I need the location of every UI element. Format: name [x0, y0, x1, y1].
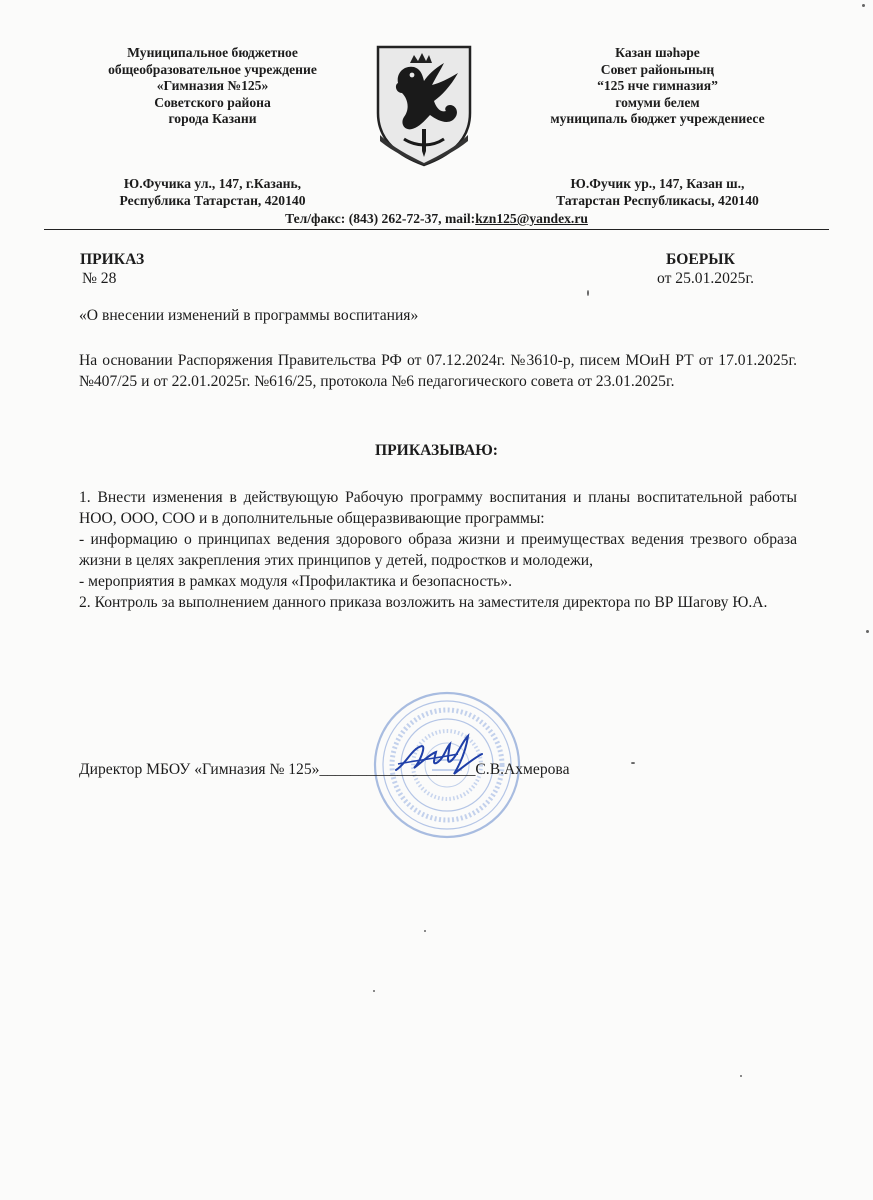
- list-item: - информацию о принципах ведения здорового образа жизни и преимуществах ведения трезвого образа жизни в целях закрепления этих принципов у детей, подростков и молодежи,: [79, 531, 797, 569]
- header-line: Совет районының: [600, 61, 715, 77]
- phone-fax: Тел/факс: (843) 262-72-37, mail:: [285, 211, 476, 226]
- email-link[interactable]: kzn125@yandex.ru: [475, 211, 588, 226]
- basis-paragraph: На основании Распоряжения Правительства РФ от 07.12.2024г. №3610-р, писем МОиН РТ от 17.01.2025г. №407/25 и от 22.01.2025г. №616/25, протокола №6 педагогического совета от 23.01.2025г.: [79, 352, 797, 390]
- order-date: от 25.01.2025г.: [657, 270, 755, 287]
- header-line: “125 нче гимназия”: [597, 78, 718, 94]
- header-line: общеобразовательное учреждение: [108, 61, 317, 77]
- command-heading: ПРИКАЗЫВАЮ:: [375, 442, 498, 459]
- address-line: Ю.Фучика ул., 147, г.Казань,: [123, 176, 302, 191]
- list-item: 2. Контроль за выполнением данного приказа возложить на заместителя директора по ВР Шагову Ю.А.: [79, 594, 768, 611]
- list-item: - мероприятия в рамках модуля «Профилактика и безопасность».: [79, 573, 512, 590]
- scan-speck: [631, 762, 635, 764]
- handwritten-signature: [388, 724, 488, 782]
- header-line: города Казани: [168, 111, 257, 127]
- org-name-tatar: [495, 45, 820, 128]
- header-line: Советского района: [154, 94, 271, 110]
- list-item: 1. Внести изменения в действующую Рабочую программу воспитания и планы воспитательной работы НОО, ООО, СОО и в дополнительные общеразвивающие программы:: [79, 489, 797, 527]
- signature-block: [79, 759, 570, 780]
- scan-speck: [373, 990, 375, 992]
- director-name: С.В.Ахмерова: [475, 761, 570, 778]
- scan-speck: [740, 1075, 742, 1077]
- kazan-coat-of-arms-icon: [374, 43, 474, 167]
- scan-speck: [866, 630, 869, 633]
- address-russian: [60, 176, 365, 209]
- order-subject: «О внесении изменений в программы воспитания»: [79, 307, 419, 324]
- address-line: Ю.Фучик ур., 147, Казан ш.,: [570, 176, 745, 191]
- header-line: муниципаль бюджет учреждениесе: [550, 111, 765, 127]
- header-line: Казан шәһәре: [615, 45, 700, 60]
- order-title-tt: БОЕРЫК: [666, 251, 735, 268]
- address-line: Татарстан Республикасы, 420140: [556, 192, 759, 208]
- order-items: [79, 487, 797, 613]
- scan-speck: [424, 930, 426, 932]
- order-title-ru: ПРИКАЗ: [80, 251, 145, 268]
- signature-line: ____________________: [319, 761, 476, 778]
- header-divider: [44, 229, 829, 230]
- address-tatar: [495, 176, 820, 209]
- director-position: Директор МБОУ «Гимназия № 125»: [79, 761, 320, 778]
- org-name-russian: [60, 45, 365, 128]
- scan-speck: [587, 290, 589, 296]
- scan-speck: [862, 4, 865, 7]
- address-line: Республика Татарстан, 420140: [119, 192, 306, 208]
- header-line: «Гимназия №125»: [156, 78, 269, 94]
- order-number: № 28: [82, 270, 117, 287]
- header-line: гомуми белем: [615, 94, 700, 110]
- contact-line: [0, 211, 873, 228]
- header-line: Муниципальное бюджетное: [127, 45, 298, 60]
